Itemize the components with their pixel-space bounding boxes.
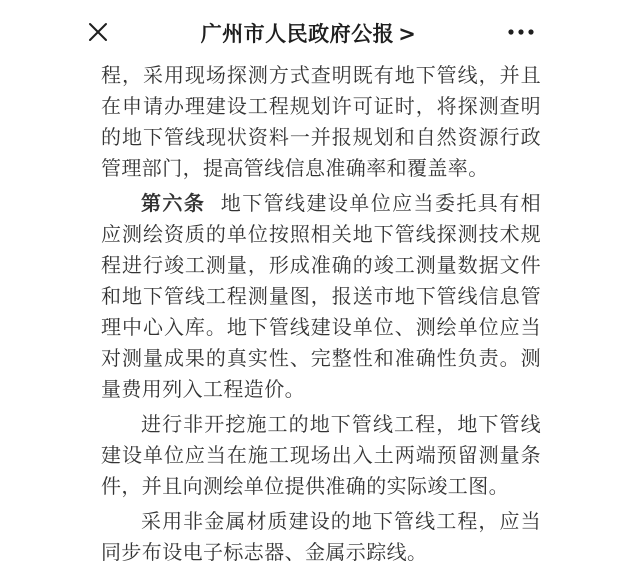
paragraph-text: 程，采用现场探测方式查明既有地下管线，并且在申请办理建设工程规划许可证时，将探测查明的地下管线现状资料一并报规划和自然资源行政管理部门，提高管线信息准确率和覆盖率。 [101, 63, 541, 180]
paragraph-trenchless [101, 409, 541, 502]
more-options-button[interactable] [506, 22, 536, 42]
paragraph-text: 采用非金属材质建设的地下管线工程，应当同步布设电子标志器、金属示踪线。 [101, 509, 541, 564]
paragraph-nonmetal [101, 506, 541, 568]
paragraph-text: 进行非开挖施工的地下管线工程，地下管线建设单位应当在施工现场出入土两端预留测量条件，并且向测绘单位提供准确的实际竣工图。 [101, 412, 541, 498]
account-title: 广州市人民政府公报 [200, 22, 395, 46]
paragraph-text: 地下管线建设单位应当委托具有相应测绘资质的单位按照相关地下管线探测技术规程进行竣工测量，形成准确的竣工测量数据文件和地下管线工程测量图，报送市地下管线信息管理中心入库。地下管线建设单位、测绘单位应当对测量成果的真实性、完整性和准确性负责。测量费用列入工程造价。 [101, 191, 542, 401]
more-dots-icon [506, 22, 536, 42]
top-bar [0, 0, 617, 64]
paragraph-continued [101, 60, 541, 184]
article-number: 第六条 [141, 191, 206, 215]
paragraph-article-six [101, 188, 541, 405]
article-body [101, 60, 541, 572]
chevron-right-icon: > [398, 22, 417, 46]
